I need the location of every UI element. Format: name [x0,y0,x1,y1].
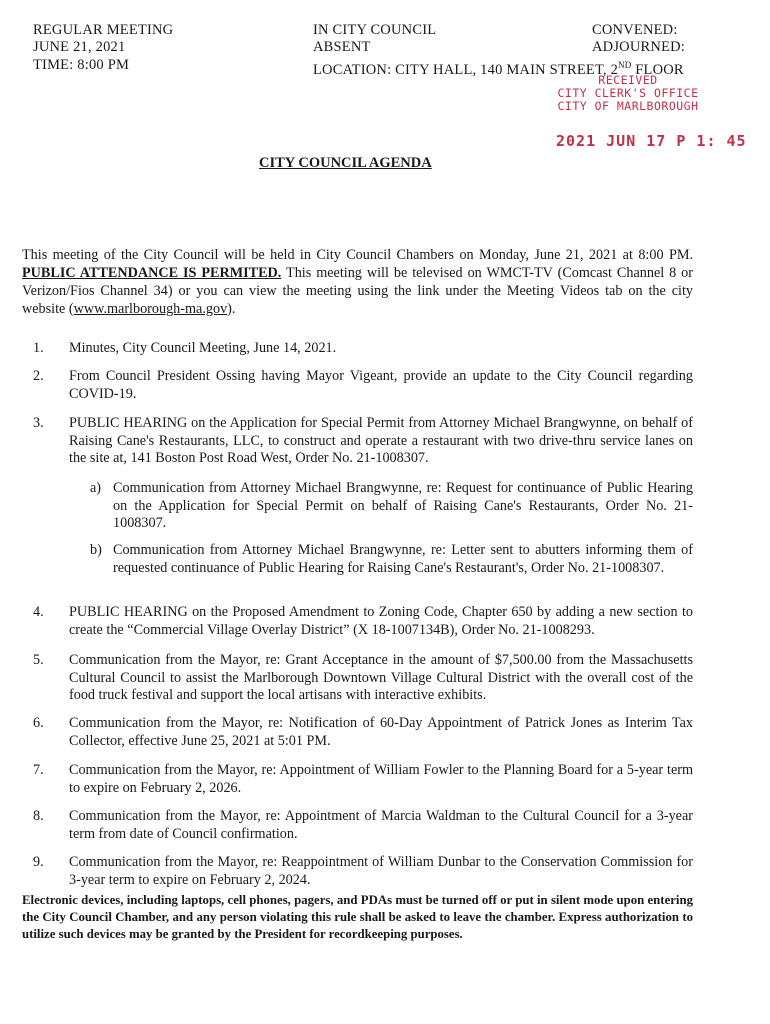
item-number: 6. [33,715,44,731]
item-number: 4. [33,604,44,620]
absent-label: ABSENT [313,39,371,55]
item-number: 5. [33,652,44,668]
intro-text-3: ). [227,301,236,317]
agenda-item-zoning-amendment: PUBLIC HEARING on the Proposed Amendment to Zoning Code, Chapter 650 by adding a new section to create the “Commercial Village Overlay District” (X 18-1007134B), Order No. 21-1008293. [69,604,693,638]
stamp-date: 2021 JUN 17 P 1: 45 [556,132,747,150]
item-number: 9. [33,854,44,870]
intro-text-1: This meeting of the City Council will be held in City Council Chambers on Monday, June 21, 2021 at 8:00 PM. [22,247,693,263]
location-floor-suffix: ND [618,60,632,70]
item-number: 8. [33,808,44,824]
convened-label: CONVENED: [592,22,678,38]
item-number: 1. [33,340,44,356]
intro-paragraph [22,246,693,318]
agenda-item-planning-board: Communication from the Mayor, re: Appointment of William Fowler to the Planning Board for a 5-year term to expire on February 2, 2026. [69,762,693,796]
agenda-item-public-hearing-special-permit: PUBLIC HEARING on the Application for Special Permit from Attorney Michael Brangwynne, on behalf of Raising Cane's Restaurants, LLC, to construct and operate a restaurant with two drive-thru service lanes on the site at, 141 Boston Post Road West, Order No. 21-1008307. [69,415,693,466]
page-title: CITY COUNCIL AGENDA [259,155,432,171]
meeting-type: REGULAR MEETING [33,22,174,38]
item-number: 7. [33,762,44,778]
stamp-city: CITY OF MARLBOROUGH [557,99,699,113]
agenda-item-covid-update: From Council President Ossing having Mayor Vigeant, provide an update to the City Council regarding COVID-19. [69,368,693,402]
stamp-received: RECEIVED [598,73,658,87]
received-stamp [553,74,703,113]
agenda-item-tax-collector: Communication from the Mayor, re: Notification of 60-Day Appointment of Patrick Jones as Interim Tax Collector, effective June 25, 2021 at 5:01 PM. [69,715,693,749]
location-suffix: FLOOR [631,61,684,78]
agenda-item-cultural-council: Communication from the Mayor, re: Appointment of Marcia Waldman to the Cultural Council for a 3-year term from date of Council confirmation. [69,808,693,842]
adjourned-label: ADJOURNED: [592,39,686,55]
electronic-devices-notice: Electronic devices, including laptops, cell phones, pagers, and PDAs must be turned off or put in silent mode upon entering the City Council Chamber, and any person violating this rule shall be asked to leave the chamber. Express authorization to utilize such devices may be granted by the President for recordkeeping purposes. [22,893,693,941]
sub-item-letter: a) [90,480,102,496]
agenda-item-minutes: Minutes, City Council Meeting, June 14, 2021. [69,340,337,356]
agenda-item-conservation-commission: Communication from the Mayor, re: Reappointment of William Dunbar to the Conservation Commission for 3-year term to expire on February 2, 2024. [69,854,693,888]
city-website-link[interactable]: www.marlborough-ma.gov [73,301,228,317]
sub-item-letter: b) [90,542,102,558]
sub-item-abutter-letter: Communication from Attorney Michael Brangwynne, re: Letter sent to abutters informing them of requested continuance of Public Hearing for Raising Cane's Restaurant's, Order No. 21-1008307. [113,542,693,576]
location-prefix: LOCATION: CITY HALL, 140 MAIN STREET, 2 [313,61,619,78]
sub-item-continuance-request: Communication from Attorney Michael Brangwynne, re: Request for continuance of Public Hearing on the Application for Special Permit on behalf of Raising Cane's Restaurants, Order No. 21-1008307. [113,480,693,531]
meeting-time: TIME: 8:00 PM [33,57,130,73]
item-number: 2. [33,368,44,384]
intro-text-2: This meeting will be televised on WMCT-TV (Comcast Channel 8 or Verizon/Fios Channel 34) or you can view the meeting using the link under the Meeting Videos tab on the city website ( [22,265,693,317]
item-number: 3. [33,415,44,431]
agenda-item-grant-acceptance: Communication from the Mayor, re: Grant Acceptance in the amount of $7,500.00 from the Massachusetts Cultural Council to assist the Marlborough Downtown Village Cultural District with the overall cost of the food truck festival and support the local artisans with interactive exhibits. [69,652,693,703]
meeting-date: JUNE 21, 2021 [33,39,126,55]
stamp-office: CITY CLERK'S OFFICE [557,86,699,100]
attendance-notice: PUBLIC ATTENDANCE IS PERMITED. [22,265,282,281]
in-city-council-label: IN CITY COUNCIL [313,22,437,38]
